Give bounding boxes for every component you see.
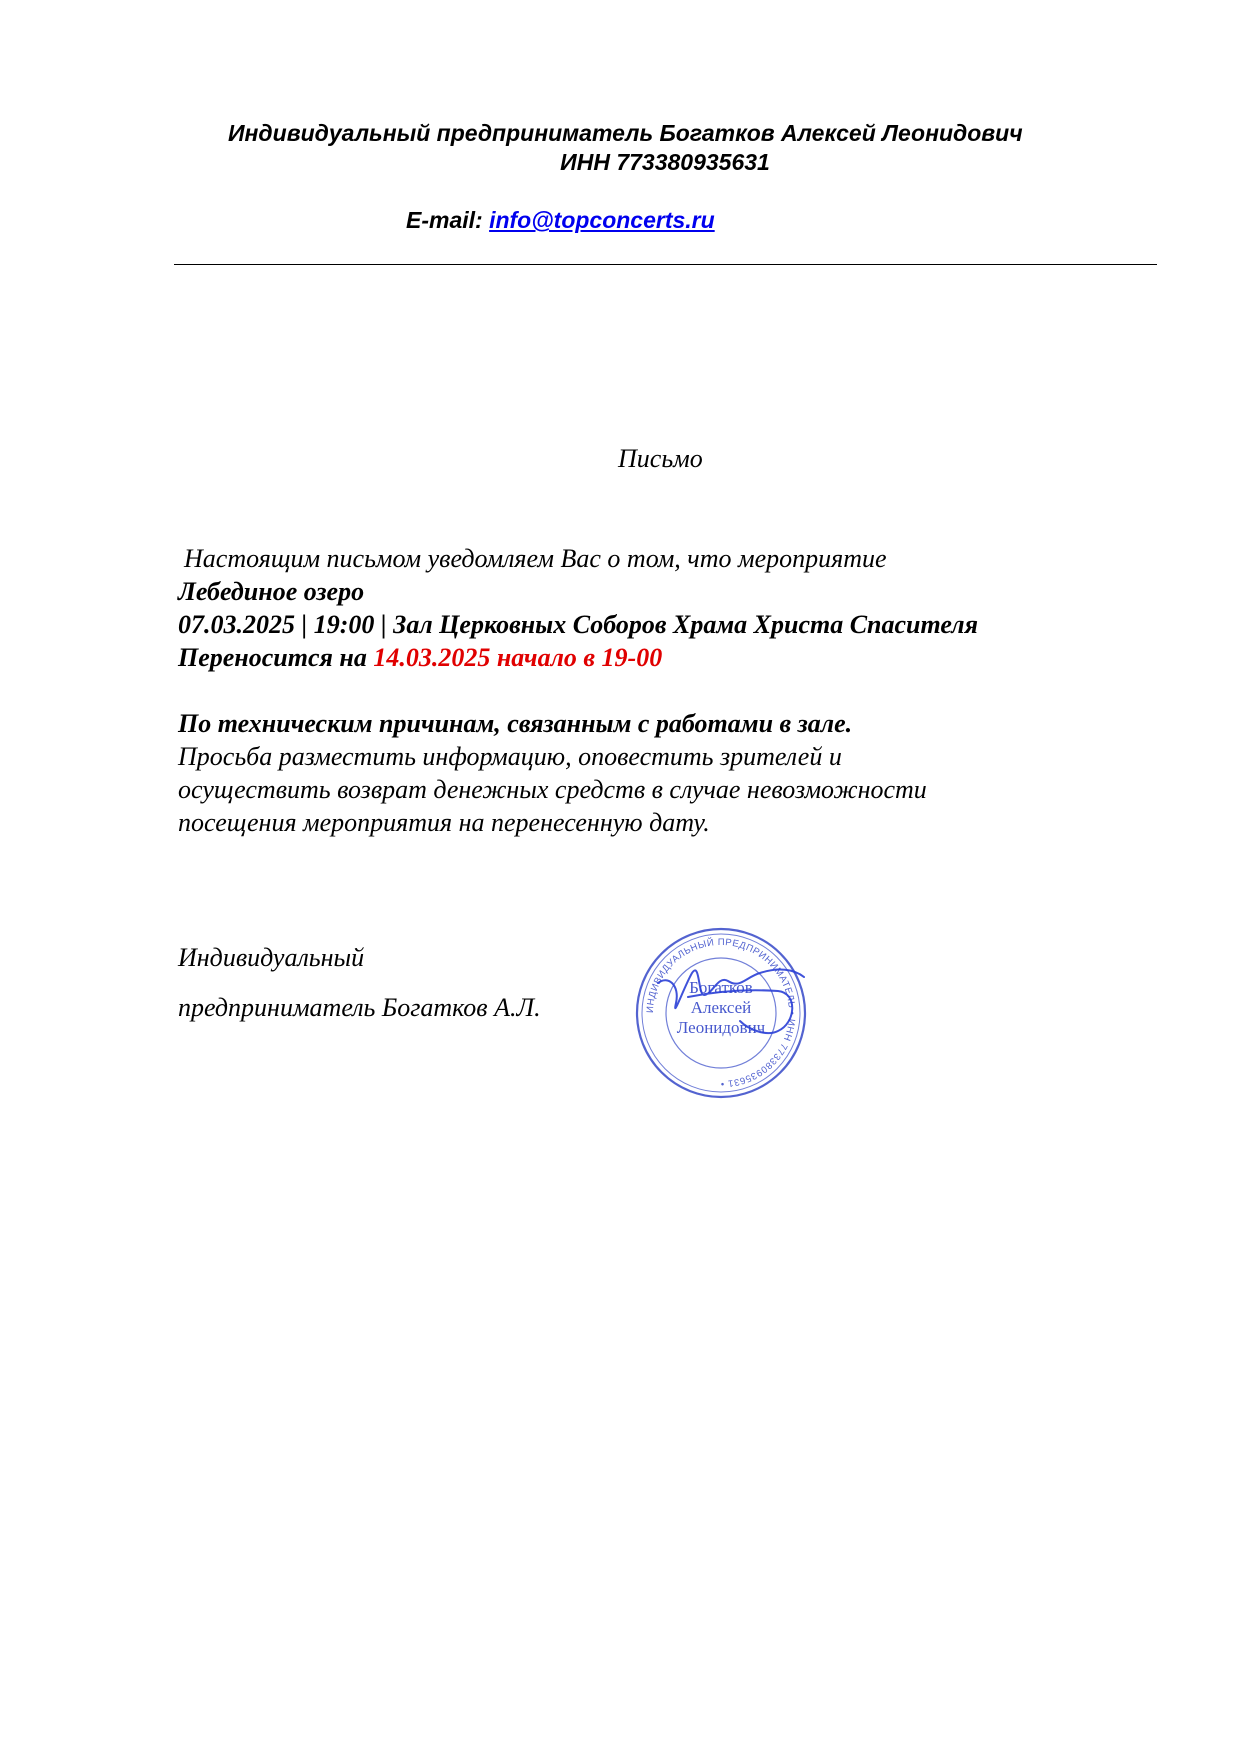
header-divider — [174, 264, 1157, 265]
signature-name: предприниматель Богатков А.Л. — [178, 993, 541, 1022]
letter-body — [178, 542, 1118, 839]
reason-text: По техническим причинам, связанным с работами в зале. — [178, 709, 853, 738]
signature-title: Индивидуальный — [178, 943, 365, 972]
moved-prefix: Переносится на — [178, 643, 374, 672]
event-name: Лебединое озеро — [178, 577, 365, 606]
inn-line: ИНН 773380935631 — [560, 149, 770, 175]
request-line-1: Просьба разместить информацию, оповестить зрителей и — [178, 742, 842, 771]
stamp-line-2: Алексей — [690, 998, 752, 1017]
request-line-3: посещения мероприятия на перенесенную дату. — [178, 808, 710, 837]
company-name: Индивидуальный предприниматель Богатков Алексей Леонидович — [228, 120, 1023, 146]
letter-title: Письмо — [618, 444, 703, 473]
intro-text: Настоящим письмом уведомляем Вас о том, что мероприятие — [184, 544, 887, 573]
moved-line — [178, 641, 1118, 674]
stamp-ring-text: ИНДИВИДУАЛЬНЫЙ ПРЕДПРИНИМАТЕЛЬ • ИНН 773380935631 • — [644, 936, 798, 1090]
moved-date: 14.03.2025 начало в 19-00 — [373, 643, 663, 672]
request-line-2: осуществить возврат денежных средств в случае невозможности — [178, 775, 927, 804]
email-link[interactable]: info@topconcerts.ru — [489, 207, 715, 233]
event-details: 07.03.2025 | 19:00 | Зал Церковных Соборов Храма Христа Спасителя — [178, 610, 979, 639]
email-label: E-mail: — [406, 207, 490, 233]
stamp-seal — [628, 925, 814, 1101]
stamp-line-1: Богатков — [689, 978, 753, 997]
paragraph-gap — [178, 674, 1118, 707]
stamp-line-3: Леонидович — [676, 1018, 766, 1037]
email-line — [406, 206, 715, 234]
